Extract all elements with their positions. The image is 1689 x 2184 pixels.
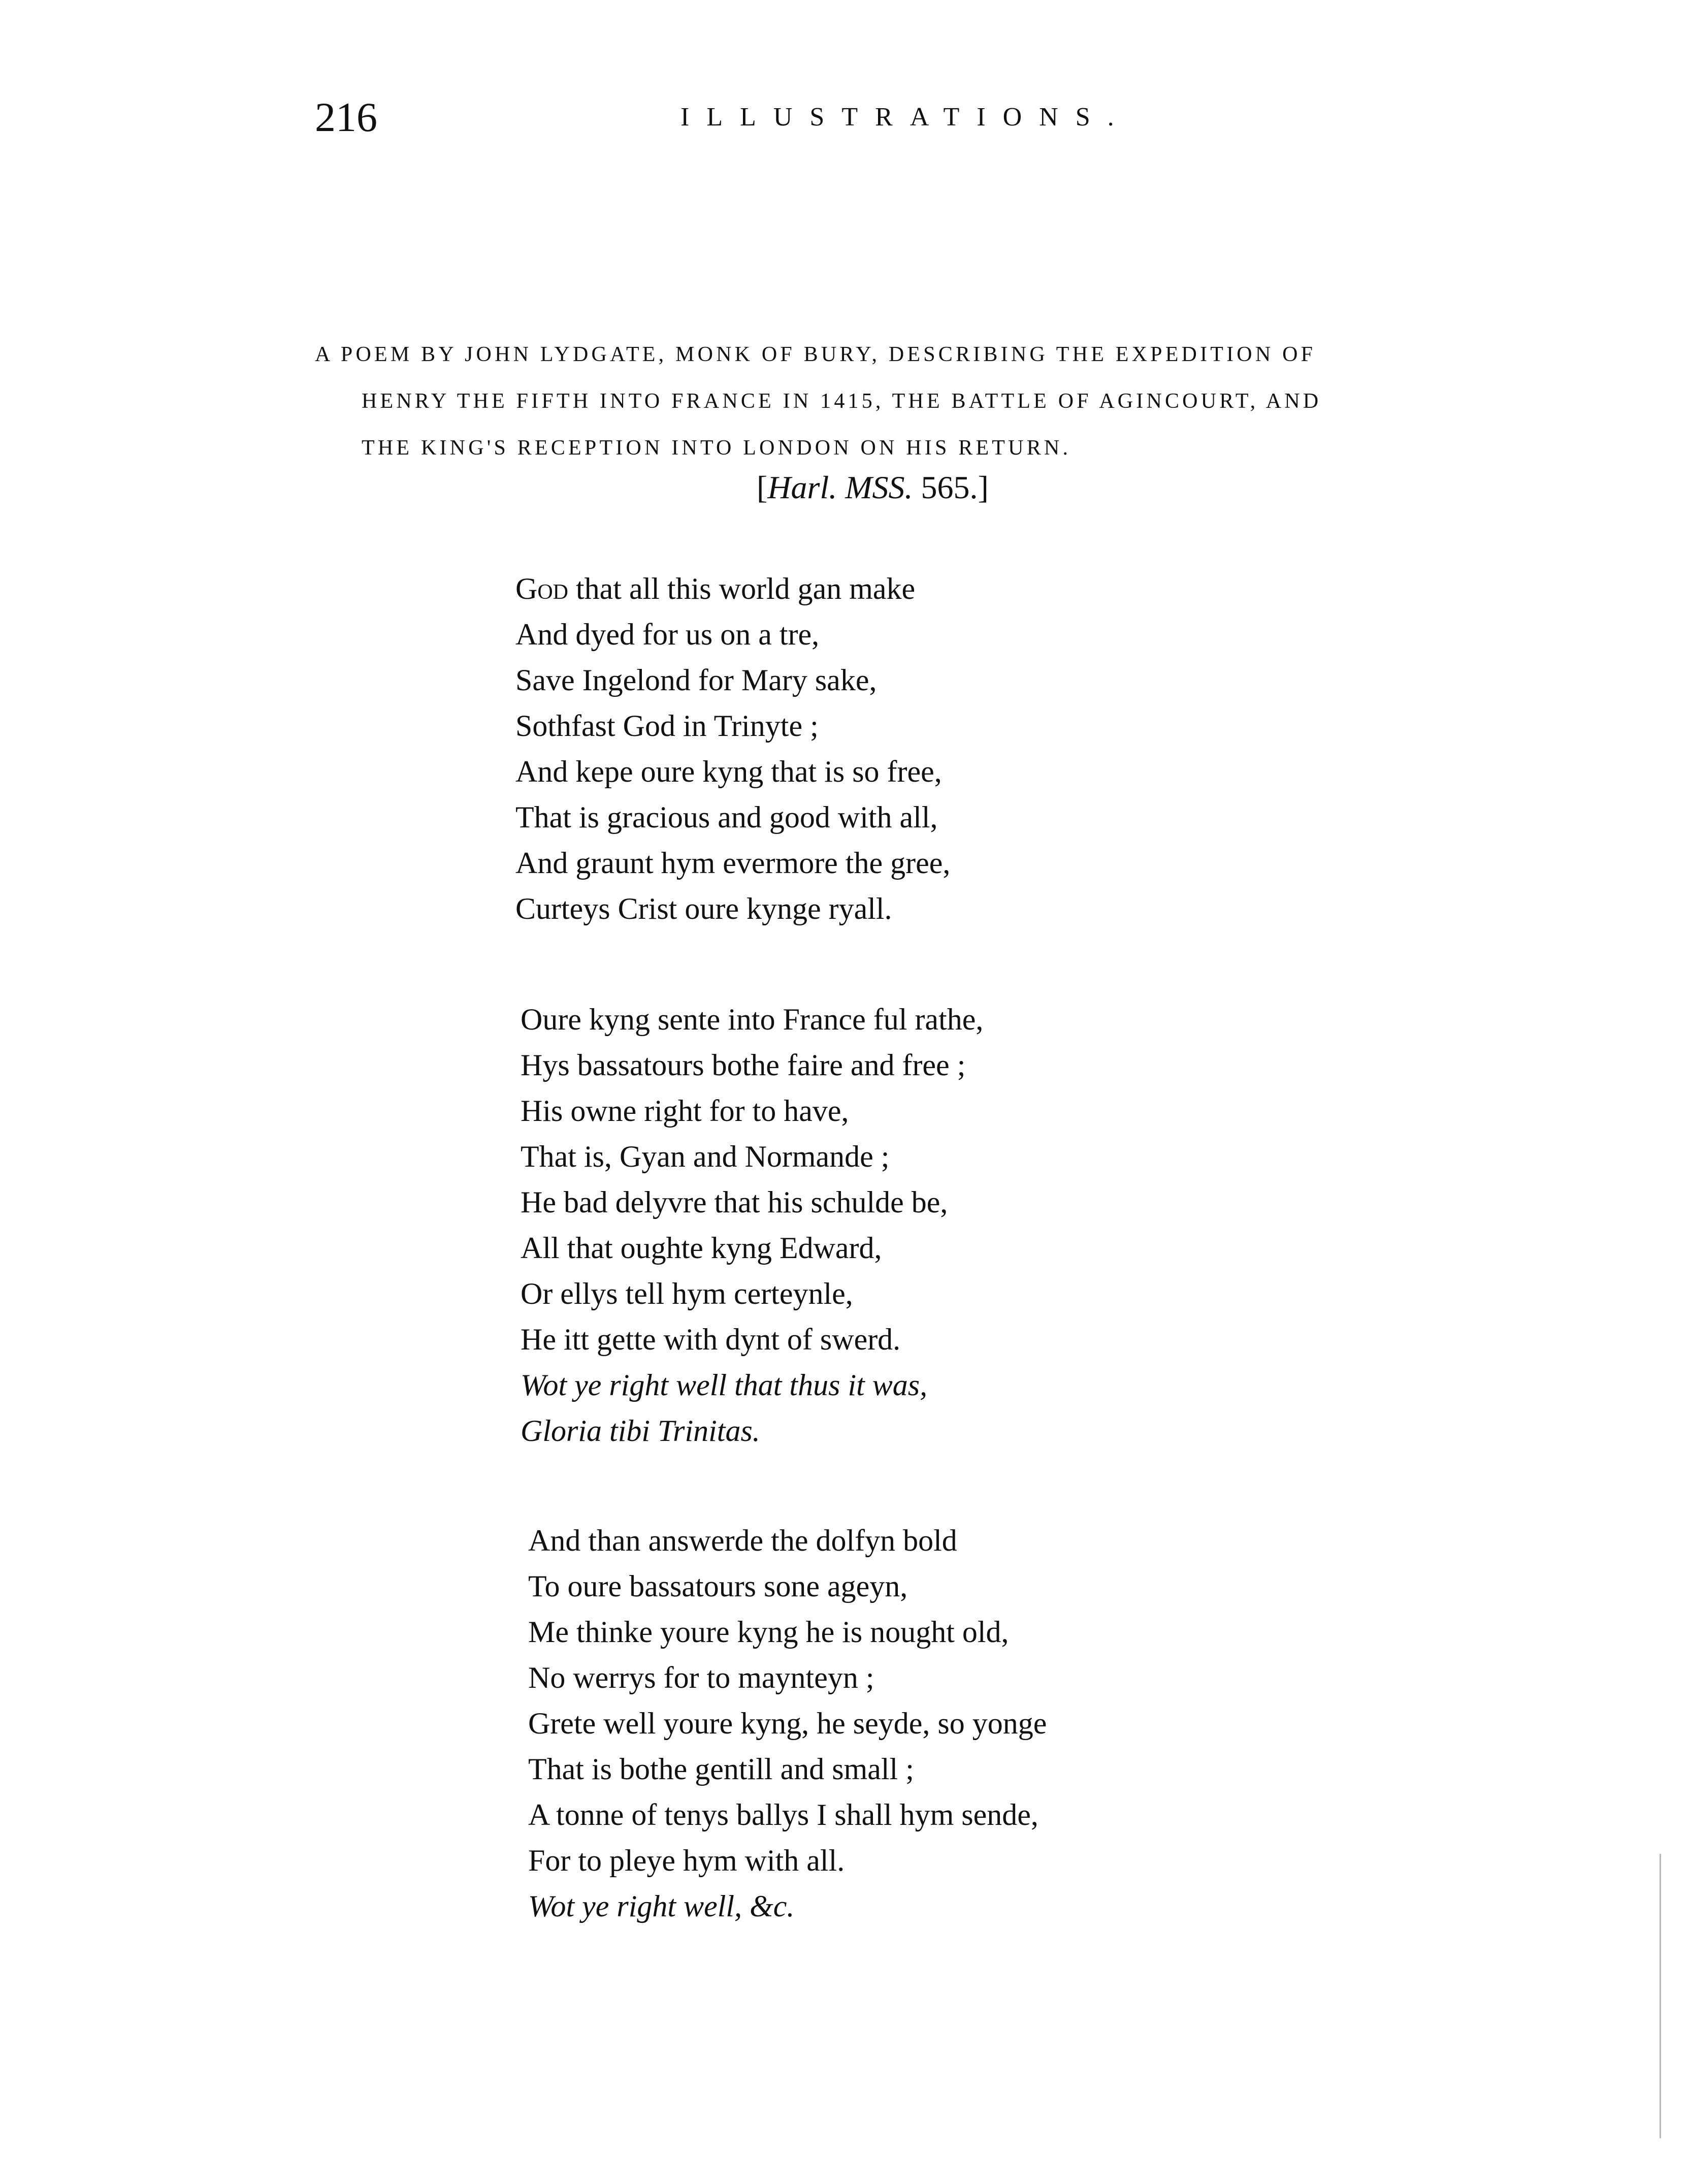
heading-line-3: THE KING'S RECEPTION INTO LONDON ON HIS RETURN. xyxy=(362,436,1071,460)
verse-line: Curteys Crist oure kynge ryall. xyxy=(515,892,892,925)
verse-line: Hys bassatours bothe faire and free ; xyxy=(521,1048,966,1082)
verse-line: That is, Gyan and Normande ; xyxy=(521,1140,890,1173)
refrain-line: Wot ye right well, &c. xyxy=(528,1889,795,1923)
verse-line: That is gracious and good with all, xyxy=(515,800,938,834)
verse-line: His owne right for to have, xyxy=(521,1094,849,1128)
verse-line: Me thinke youre kyng he is nought old, xyxy=(528,1615,1009,1649)
verse-line: And kepe oure kyng that is so free, xyxy=(515,755,942,788)
verse-line: Oure kyng sente into France ful rathe, xyxy=(521,1003,984,1036)
scan-edge-line xyxy=(1660,1854,1661,2138)
manuscript-reference xyxy=(757,471,989,504)
stanza-1 xyxy=(515,566,1226,932)
verse-line: Grete well youre kyng, he seyde, so yonge xyxy=(528,1707,1047,1740)
refrain-line: Wot ye right well that thus it was, xyxy=(521,1368,928,1402)
refrain-line: Gloria tibi Trinitas. xyxy=(521,1414,760,1448)
stanza-3 xyxy=(528,1518,1239,1929)
verse-line: Sothfast God in Trinyte ; xyxy=(515,709,819,743)
verse-line: A tonne of tenys ballys I shall hym sende, xyxy=(528,1798,1038,1832)
drop-word: God xyxy=(515,572,568,605)
verse-line: And than answerde the dolfyn bold xyxy=(528,1524,957,1557)
page-number: 216 xyxy=(315,94,377,140)
stanza-2 xyxy=(521,997,1231,1454)
source-number: 565.] xyxy=(913,469,989,505)
verse-line: No werrys for to maynteyn ; xyxy=(528,1661,874,1694)
verse-line: He itt gette with dynt of swerd. xyxy=(521,1323,901,1356)
verse-line: He bad delyvre that his schulde be, xyxy=(521,1185,948,1219)
verse-line: Or ellys tell hym certeynle, xyxy=(521,1277,853,1310)
verse-line: And graunt hym evermore the gree, xyxy=(515,846,951,880)
verse-line: Save Ingelond for Mary sake, xyxy=(515,663,877,697)
verse-line-rest: that all this world gan make xyxy=(568,572,916,605)
verse-line: That is bothe gentill and small ; xyxy=(528,1752,914,1786)
source-bracket: [ xyxy=(757,469,768,505)
running-title: ILLUSTRATIONS. xyxy=(680,103,1131,132)
poem-heading xyxy=(315,331,1544,471)
verse-line: To oure bassatours sone ageyn, xyxy=(528,1569,908,1603)
verse-line: For to pleye hym with all. xyxy=(528,1844,845,1877)
heading-line-1: A POEM BY JOHN LYDGATE, MONK OF BURY, DESCRIBING THE EXPEDITION OF xyxy=(315,343,1316,366)
heading-line-2: HENRY THE FIFTH INTO FRANCE IN 1415, THE BATTLE OF AGINCOURT, AND xyxy=(362,390,1322,413)
verse-line xyxy=(515,566,1226,612)
source-title: Harl. MSS. xyxy=(767,469,913,505)
verse-line: All that oughte kyng Edward, xyxy=(521,1231,882,1265)
verse-line: And dyed for us on a tre, xyxy=(515,618,820,651)
